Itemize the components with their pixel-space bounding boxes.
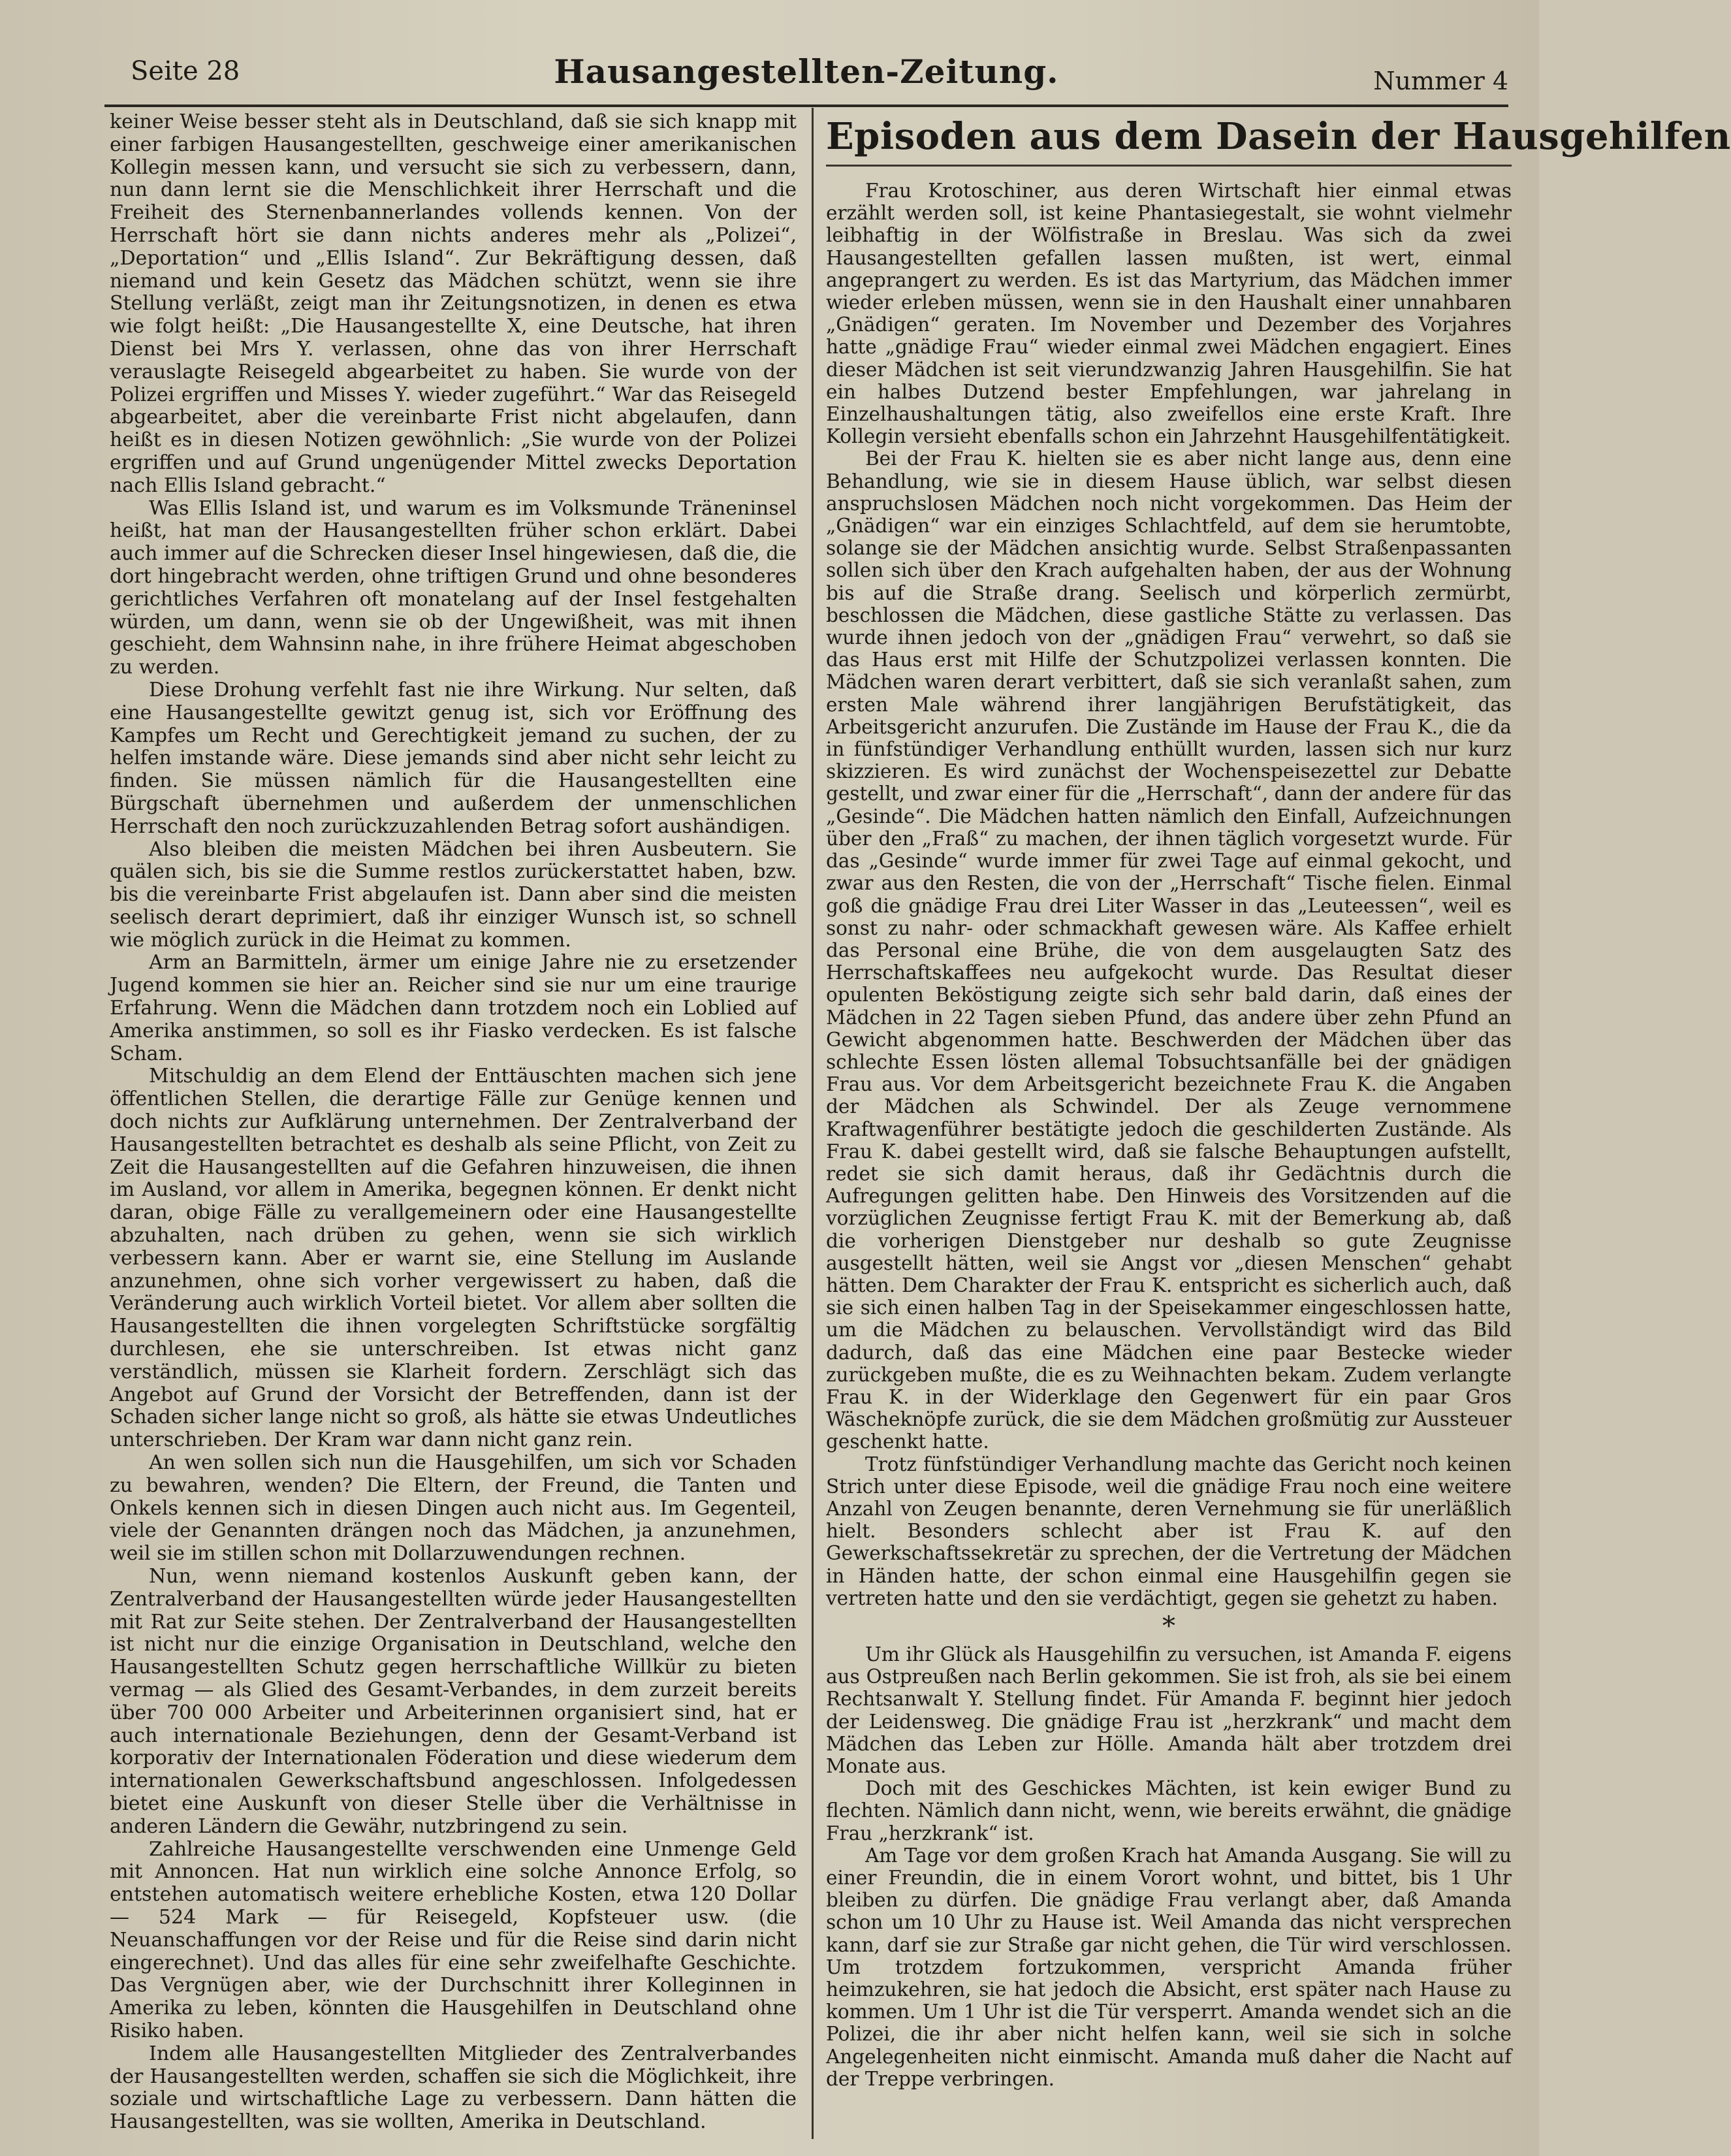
article-title: Episoden aus dem Dasein der Hausgehilfen [826, 115, 1512, 167]
paragraph: Frau Krotoschiner, aus deren Wirtschaft hier einmal etwas erzählt werden soll, ist keine Phantasiegestalt, sie wohnt vielmehr leibhaftig in der Wölfistraße in Breslau. Was sich da zwei Hausangestellten gefallen lassen mußten, ist wert, einmal angeprangert zu werden. Es ist das Martyrium, das Mädchen immer wieder erleben müssen, wenn sie in den Haushalt einer unnahbaren „Gnädigen“ geraten. Im November und Dezember des Vorjahres hatte „gnädige Frau“ wieder einmal zwei Mädchen engagiert. Eines dieser Mädchen ist seit vierundzwanzig Jahren Hausgehilfin. Sie hat ein halbes Dutzend bester Empfehlungen, war jahrelang in Einzelhaushaltungen tätig, also zweifellos eine erste Kraft. Ihre Kollegin versieht ebenfalls schon ein Jahrzehnt Hausgehilfentätigkeit. [826, 180, 1512, 448]
paragraph: Zahlreiche Hausangestellte verschwenden eine Unmenge Geld mit Annoncen. Hat nun wirklich eine solche Annonce Erfolg, so entstehen automatisch weitere erhebliche Kosten, etwa 120 Dollar — 524 Mark — für Reisegeld, Kopfsteuer usw. (die Neuanschaffungen vor der Reise und für die Reise sind darin nicht eingerechnet). Und das alles für eine sehr zweifelhafte Geschichte. Das Vergnügen aber, wie der Durchschnitt ihrer Kolleginnen in Amerika zu leben, könnten die Hausgehilfen in Deutschland ohne Risiko haben. [110, 1837, 797, 2042]
newspaper-title: Hausangestellten-Zeitung. [554, 52, 1059, 91]
paragraph: An wen sollen sich nun die Hausgehilfen, um sich vor Schaden zu bewahren, wenden? Die Eltern, der Freund, die Tanten und Onkels kennen sich in diesen Dingen auch nicht aus. Im Gegenteil, viele der Genannten drängen noch das Mädchen, ja anzunehmen, weil sie im stillen schon mit Dollarzuwendungen rechnen. [110, 1451, 797, 1566]
left-column [110, 111, 797, 2134]
issue-number: Nummer 4 [1373, 67, 1508, 95]
paragraph: Doch mit des Geschickes Mächten, ist kein ewiger Bund zu flechten. Nämlich dann nicht, wenn, wie bereits erwähnt, die gnädige Frau „herzkrank“ ist. [826, 1777, 1512, 1844]
right-column [826, 111, 1731, 2090]
section-separator: * [1162, 1611, 1175, 1641]
paragraph: Um ihr Glück als Hausgehilfin zu versuchen, ist Amanda F. eigens aus Ostpreußen nach Berlin gekommen. Sie ist froh, als sie bei einem Rechtsanwalt Y. Stellung findet. Für Amanda F. beginnt hier jedoch der Leidensweg. Die gnädige Frau ist „herzkrank“ und macht dem Mädchen das Leben zur Hölle. Amanda hält aber trotzdem drei Monate aus. [826, 1643, 1512, 1778]
paragraph: Trotz fünfstündiger Verhandlung machte das Gericht noch keinen Strich unter diese Episode, weil die gnädige Frau noch eine weitere Anzahl von Zeugen benannte, deren Vernehmung sie für unerläßlich hielt. Besonders schlecht aber ist Frau K. auf den Gewerkschaftssekretär zu sprechen, der die Vertretung der Mädchen in Händen hatte, der schon einmal eine Hausgehilfin gegen sie vertreten hatte und den sie verdächtigt, gegen sie gehetzt zu haben. [826, 1453, 1512, 1609]
paragraph: Was Ellis Island ist, und warum es im Volksmunde Träneninsel heißt, hat man der Hausangestellten früher schon erklärt. Dabei auch immer auf die Schrecken dieser Insel hingewiesen, daß die, die dort hingebracht werden, ohne triftigen Grund und ohne besonderes gerichtliches Verfahren oft monatelang auf der Insel festgehalten würden, um dann, wenn sie ob der Ungewißheit, was mit ihnen geschieht, dem Wahnsinn nahe, in ihre frühere Heimat abgeschoben zu werden. [110, 496, 797, 679]
paragraph: Mitschuldig an dem Elend der Enttäuschten machen sich jene öffentlichen Stellen, die derartige Fälle zur Genüge kennen und doch nichts zur Aufklärung unternehmen. Der Zentralverband der Hausangestellten betrachtet es deshalb als seine Pflicht, von Zeit zu Zeit die Hausangestellten auf die Gefahren hinzuweisen, die ihnen im Ausland, vor allem in Amerika, begegnen können. Er denkt nicht daran, obige Fälle zu verallgemeinern oder eine Hausangestellte abzuhalten, nach drüben zu gehen, wenn sie sich wirklich verbessern kann. Aber er warnt sie, eine Stellung im Auslande anzunehmen, ohne sich vorher vergewissert zu haben, daß die Veränderung auch wirklich Vorteil bietet. Vor allem aber sollten die Hausangestellten die ihnen vorgelegten Schriftstücke sorgfältig durchlesen, ehe sie unterschreiben. Ist etwas nicht ganz verständlich, müssen sie Klarheit fordern. Zerschlägt sich das Angebot auf Grund der Vorsicht der Betreffenden, dann ist der Schaden sicher lange nicht so groß, als hätte sie etwas Undeutliches unterschrieben. Der Kram war dann nicht ganz rein. [110, 1065, 797, 1452]
column-rule [812, 108, 814, 2139]
page-number: Seite 28 [131, 56, 240, 86]
paragraph: Arm an Barmitteln, ärmer um einige Jahre nie zu ersetzender Jugend kommen sie hier an. Reicher sind sie nur um eine traurige Erfahrung. Wenn die Mädchen dann trotzdem noch ein Loblied auf Amerika anstimmen, so soll es ihr Fiasko verdecken. Es ist falsche Scham. [110, 951, 797, 1065]
header-rule [104, 105, 1508, 107]
paragraph: Nun, wenn niemand kostenlos Auskunft geben kann, der Zentralverband der Hausangestellten würde jeder Hausangestellten mit Rat zur Seite stehen. Der Zentralverband der Hausangestellten ist nicht nur die einzige Organisation in Deutschland, welche den Hausangestellten Schutz gegen herrschaftliche Willkür zu bieten vermag — als Glied des Gesamt-Verbandes, in dem zurzeit bereits über 700 000 Arbeiter und Arbeiterinnen organisiert sind, hat er auch internationale Beziehungen, denn der Gesamt-Verband ist korporativ der Internationalen Föderation und diese wiederum dem internationalen Gewerkschaftsbund angeschlossen. Infolgedessen bietet eine Auskunft von dieser Stelle über die Verhältnisse in anderen Ländern die Gewähr, nutzbringend zu sein. [110, 1565, 797, 1838]
paragraph: Am Tage vor dem großen Krach hat Amanda Ausgang. Sie will zu einer Freundin, die in einem Vorort wohnt, und bittet, bis 1 Uhr bleiben zu dürfen. Die gnädige Frau verlangt aber, daß Amanda schon um 10 Uhr zu Hause ist. Weil Amanda das nicht versprechen kann, darf sie zur Straße gar nicht gehen, die Tür wird verschlossen. Um trotzdem fortzukommen, verspricht Amanda früher heimzukehren, sie hat jedoch die Absicht, erst später nach Hause zu kommen. Um 1 Uhr ist die Tür versperrt. Amanda wendet sich an die Polizei, die ihr aber nicht helfen kann, weil sie sich in solche Angelegenheiten nicht einmischt. Amanda muß daher die Nacht auf der Treppe verbringen. [826, 1844, 1512, 2090]
paragraph: Bei der Frau K. hielten sie es aber nicht lange aus, denn eine Behandlung, wie sie in diesem Hause üblich, war selbst diesen anspruchslosen Mädchen noch nicht vorgekommen. Das Heim der „Gnädigen“ war ein einziges Schlachtfeld, auf dem sie herumtobte, solange sie der Mädchen ansichtig wurde. Selbst Straßenpassanten sollen sich über den Krach aufgehalten haben, der aus der Wohnung bis auf die Straße drang. Seelisch und körperlich zermürbt, beschlossen die Mädchen, diese gastliche Stätte zu verlassen. Das wurde ihnen jedoch von der „gnädigen Frau“ verwehrt, so daß sie das Haus erst mit Hilfe der Schutzpolizei verlassen konnten. Die Mädchen waren derart verbittert, daß sie sich veranlaßt sahen, zum ersten Male während ihrer langjährigen Berufstätigkeit, das Arbeitsgericht anzurufen. Die Zustände im Hause der Frau K., die da in fünfstündiger Verhandlung enthüllt wurden, lassen sich nur kurz skizzieren. Es wird zunächst der Wochenspeisezettel zur Debatte gestellt, und zwar einer für die „Herrschaft“, dann der andere für das „Gesinde“. Die Mädchen hatten nämlich den Einfall, Aufzeichnungen über den „Fraß“ zu machen, der ihnen täglich vorgesetzt wurde. Für das „Gesinde“ wurde immer für zwei Tage auf einmal gekocht, und zwar aus den Resten, die von der „Herrschaft“ Tische fielen. Einmal goß die gnädige Frau drei Liter Wasser in das „Leuteessen“, weil es sonst zu nahr- oder schmackhaft gewesen wäre. Als Kaffee erhielt das Personal eine Brühe, die von dem ausgelaugten Satz des Herrschaftskaffees neu aufgekocht wurde. Das Resultat dieser opulenten Beköstigung zeigte sich sehr bald darin, daß eines der Mädchen in 22 Tagen sieben Pfund, das andere über zehn Pfund an Gewicht abgenommen hatte. Beschwerden der Mädchen über das schlechte Essen lösten allemal Tobsuchtsanfälle bei der gnädigen Frau aus. Vor dem Arbeitsgericht bezeichnete Frau K. die Angaben der Mädchen als Schwindel. Der als Zeuge vernommene Kraftwagenführer bestätigte jedoch die geschilderten Zustände. Als Frau K. dabei gestellt wird, daß sie falsche Behauptungen aufstellt, redet sie sich damit heraus, daß ihr Gedächtnis durch die Aufregungen gelitten habe. Den Hinweis des Vorsitzenden auf die vorzüglichen Zeugnisse fertigt Frau K. mit der Bemerkung ab, daß die vorherigen Dienstgeber nur deshalb so gute Zeugnisse ausgestellt hätten, weil sie Angst vor „diesen Menschen“ gehabt hätten. Dem Charakter der Frau K. entspricht es sicherlich auch, daß sie sich einen halben Tag in der Speisekammer eingeschlossen hatte, um die Mädchen zu belauschen. Vervollständigt wird das Bild dadurch, daß das eine Mädchen eine paar Bestecke wieder zurückgeben mußte, die es zu Weihnachten bekam. Zudem verlangte Frau K. in der Widerklage den Gegenwert für ein paar Gros Wäscheknöpfe zurück, die sie dem Mädchen großmütig zur Aussteuer geschenkt hatte. [826, 447, 1512, 1453]
paragraph: Also bleiben die meisten Mädchen bei ihren Ausbeutern. Sie quälen sich, bis sie die Summe restlos zurückerstattet haben, bzw. bis die vereinbarte Frist abgelaufen ist. Dann aber sind die meisten seelisch derart deprimiert, daß ihr einziger Wunsch ist, so schnell wie möglich zurück in die Heimat zu kommen. [110, 837, 797, 952]
paragraph: Indem alle Hausangestellten Mitglieder des Zentralverbandes der Hausangestellten werden, schaffen sie sich die Möglichkeit, ihre soziale und wirtschaftliche Lage zu verbessern. Dann hätten die Hausangestellten, was sie wollten, Amerika in Deutschland. [110, 2042, 797, 2134]
paragraph: keiner Weise besser steht als in Deutschland, daß sie sich knapp mit einer farbigen Hausangestellten, geschweige einer amerikanischen Kollegin messen kann, und versucht sie sich zu verbessern, dann, nun dann lernt sie die Menschlichkeit ihrer Herrschaft und die Freiheit des Sternenbannerlandes vollends kennen. Von der Herrschaft hört sie dann nichts anderes mehr als „Polizei“, „Deportation“ und „Ellis Island“. Zur Bekräftigung dessen, daß niemand und kein Gesetz das Mädchen schützt, wenn sie ihre Stellung verläßt, zeigt man ihr Zeitungsnotizen, in denen es etwa wie folgt heißt: „Die Hausangestellte X, eine Deutsche, hat ihren Dienst bei Mrs Y. verlassen, ohne das von ihrer Herrschaft verauslagte Reisegeld abgearbeitet zu haben. Sie wurde von der Polizei ergriffen und Misses Y. wieder zugeführt.“ War das Reisegeld abgearbeitet, aber die vereinbarte Frist nicht abgelaufen, dann heißt es in diesen Notizen gewöhnlich: „Sie wurde von der Polizei ergriffen und auf Grund ungenügender Mittel zwecks Deportation nach Ellis Island gebracht.“ [110, 110, 797, 497]
running-head [104, 52, 1508, 98]
paragraph: Diese Drohung verfehlt fast nie ihre Wirkung. Nur selten, daß eine Hausangestellte gewitzt genug ist, sich vor Eröffnung des Kampfes um Recht und Gerechtigkeit jemand zu suchen, der zu helfen imstande wäre. Diese jemands sind aber nicht sehr leicht zu finden. Sie müssen nämlich für die Hausangestellten eine Bürgschaft übernehmen und außerdem der unmenschlichen Herrschaft den noch zurückzuzahlenden Betrag sofort aushändigen. [110, 678, 797, 838]
